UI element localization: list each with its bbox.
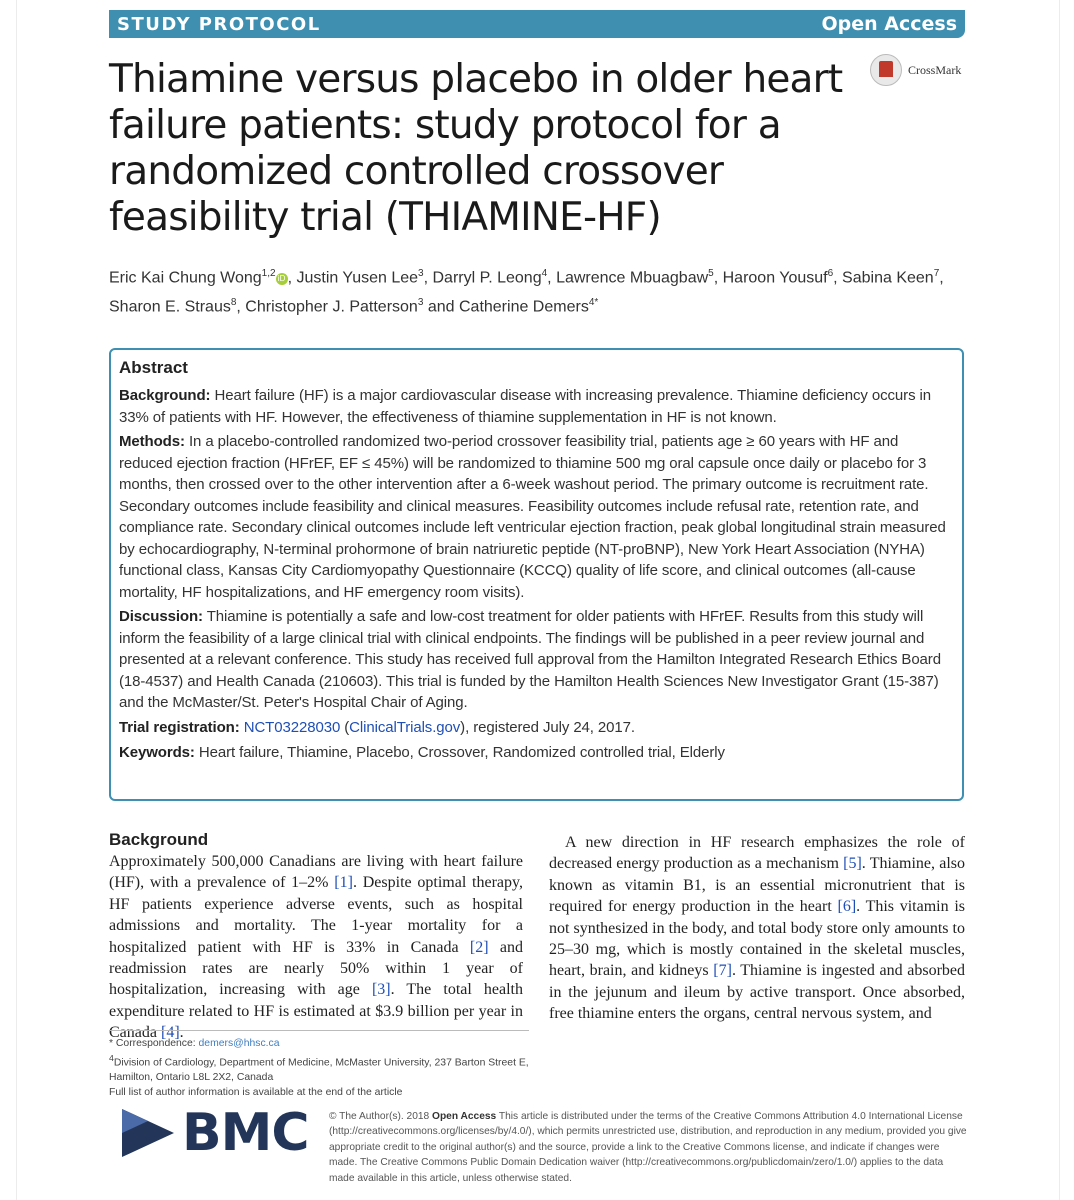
abstract-box <box>109 348 964 801</box>
open-access-label: Open Access <box>821 13 957 35</box>
author-name[interactable]: Justin Yusen Lee <box>296 269 419 287</box>
trial-site-link[interactable]: ClinicalTrials.gov <box>349 718 461 736</box>
text-span: and readmission rates are nearly 50% within 1 year of hospitalization, increasing with age <box>109 938 524 999</box>
crossmark-label: CrossMark <box>908 62 962 77</box>
author-name[interactable]: Sabina Keen <box>842 269 934 287</box>
author-name[interactable]: Lawrence Mbuagbaw <box>556 269 709 287</box>
orcid-icon[interactable]: iD <box>276 273 288 285</box>
author-affiliation-sup: 5 <box>708 268 714 279</box>
author-affiliation-sup: 3 <box>417 297 424 309</box>
author-separator: , <box>236 298 246 316</box>
author-affiliation-sup: 8 <box>230 297 237 309</box>
abstract-background-text: Heart failure (HF) is a major cardiovascular disease with increasing prevalence. Thiamine deficiency occurs in 33% of patients with HF. However, the effectiveness of thiamine supplementation in HF is not known. <box>119 387 932 426</box>
correspondence-label: * Correspondence: <box>109 1038 199 1049</box>
section-heading-background: Background <box>109 830 209 849</box>
article-type-banner <box>109 10 965 38</box>
abstract-background <box>119 385 954 428</box>
author-name[interactable]: Eric Kai Chung Wong <box>109 269 262 287</box>
author-name[interactable]: Sharon E. Straus <box>109 298 231 316</box>
crossmark-icon <box>870 54 902 86</box>
citation-link[interactable]: [2] <box>469 938 489 956</box>
author-affiliation-sup: 4 <box>541 268 548 279</box>
author-separator: , <box>287 269 297 287</box>
article-type-label: STUDY PROTOCOL <box>117 13 321 35</box>
author-separator: , <box>423 269 433 287</box>
text-span: . This vitamin is not synthesized in the body, and total body store only amounts to 25–30 mg, which is mostly contained in the skeletal muscles, heart, brain, and kidneys <box>549 898 965 980</box>
author-name[interactable]: Haroon Yousuf <box>722 269 828 287</box>
author-separator: and <box>423 298 459 316</box>
copyright-text: © The Author(s). 2018 <box>329 1111 433 1122</box>
publisher-logo[interactable] <box>118 1103 309 1163</box>
trial-registration-label: Trial registration: <box>119 718 240 736</box>
author-affiliation-sup: 7 <box>933 268 940 279</box>
abstract-trial-registration <box>119 717 954 739</box>
trial-open-paren: ( <box>340 718 350 736</box>
correspondence <box>109 1036 529 1051</box>
article-title: Thiamine versus placebo in older heart failure patients: study protocol for a randomized controlled crossover feasibility trial (THIAMINE-HF) <box>109 57 843 240</box>
citation-link[interactable]: [1] <box>334 874 353 892</box>
author-separator: , <box>547 269 557 287</box>
abstract-discussion-text: Thiamine is potentially a safe and low-cost treatment for older patients with HFrEF. Results from this study will inform the feasibility of a large clinical trial with clinical endpoints. The findings will be published in a peer review journal and presented at a relevant conference. This study has received full approval from the Hamilton Integrated Research Ethics Board (18-4537) and Health Canada (210603). This trial is funded by the Hamilton Health Sciences New Investigator Grant (15-387) and the McMaster/St. Peter's Hospital Chair of Aging. <box>119 608 941 711</box>
author-affiliation-sup: 1,2 <box>261 268 276 279</box>
footnote <box>109 1030 529 1100</box>
affiliation-text: Division of Cardiology, Department of Medicine, McMaster University, 237 Barton Street E, Hamilton, Ontario L8L 2X2, Canada <box>109 1057 529 1084</box>
text-span: A new direction in HF research emphasizes the role of decreased energy production as a mechanism <box>549 834 965 873</box>
author-list <box>109 261 969 320</box>
author-separator: , <box>833 269 843 287</box>
author-name[interactable]: Darryl P. Leong <box>432 269 542 287</box>
author-name[interactable]: Catherine Demers <box>458 298 589 316</box>
author-affiliation-sup: 3 <box>418 268 424 279</box>
license-text: This article is distributed under the terms of the Creative Commons Attribution 4.0 International License (http://creativecommons.org/licenses/by/4.0/), which permits unrestricted use, distribution, and reproduction in any medium, provided you give appropriate credit to the original author(s) and the source, provide a link to the Creative Commons license, and indicate if changes were made. The Creative Commons Public Domain Dedication waiver (http://creativecommons.org/publicdomain/zero/1.0/) applies to the data made available in this article, unless otherwise stated. <box>329 1111 967 1184</box>
abstract-methods-text: In a placebo-controlled randomized two-period crossover feasibility trial, patients age ≥ 60 years with HF and reduced ejection fraction (HFrEF, EF ≤ 45%) will be randomized to thiamine 500 mg oral capsule once daily or placebo for 3 months, then crossed over to the other intervention after a 6-week washout period. The primary outcome is recruitment rate. Secondary outcomes include feasibility and clinical measures. Feasibility outcomes include refusal rate, retention rate, and compliance rate. Secondary clinical outcomes include left ventricular ejection fraction, peak global longitudinal strain measured by echocardiography, N-terminal prohormone of brain natriuretic peptide (NT-proBNP), New York Heart Association (NYHA) functional class, Kansas City Cardiomyopathy Questionnaire (KCCQ) quality of life score, and clinical outcomes (all-cause mortality, HF hospitalizations, and HF emergency room visits). <box>119 433 946 601</box>
license-open-access: Open Access <box>432 1111 497 1122</box>
affiliation-sup: 4 <box>109 1053 114 1063</box>
text-span: Approximately 500,000 Canadians are living with heart failure (HF), with a prevalence of 1–2% <box>109 853 523 892</box>
body-paragraph-1 <box>109 851 523 1044</box>
keywords-label: Keywords: <box>119 744 195 761</box>
citation-link[interactable]: [4] <box>160 1024 180 1042</box>
author-affiliation-sup: 6 <box>827 268 834 279</box>
text-span: . Thiamine is ingested and absorbed in the jejunum and ileum by active transport. Once absorbed, free thiamine enters the organs, central nervous system, and <box>549 962 965 1023</box>
citation-link[interactable]: [6] <box>837 898 857 916</box>
abstract-discussion-label: Discussion: <box>119 608 203 625</box>
abstract-keywords <box>119 742 954 764</box>
author-affiliation-sup: 4* <box>588 297 599 309</box>
correspondence-email-link[interactable]: demers@hhsc.ca <box>198 1038 280 1049</box>
body-column-right <box>549 832 965 1025</box>
body-column-left <box>109 829 523 1044</box>
abstract-methods-label: Methods: <box>119 433 185 450</box>
license-statement <box>329 1109 969 1186</box>
trial-registration-date: ), registered July 24, 2017. <box>460 718 635 736</box>
body-paragraph-2 <box>549 832 965 1025</box>
text-span: . The total health expenditure related to HF is estimated at $3.9 billion per year in Canada <box>109 981 523 1042</box>
citation-link[interactable]: [3] <box>371 981 391 999</box>
citation-link[interactable]: [7] <box>713 962 732 980</box>
full-author-info: Full list of author information is available at the end of the article <box>109 1087 403 1099</box>
text-span: . Despite optimal therapy, HF patients experience adverse events, such as hospital admissions and mortality. The 1-year mortality for a hospitalized patient with HF is 33% in Canada <box>109 874 523 956</box>
text-span: . Thiamine, also known as vitamin B1, is an essential micronutrient that is required for energy production in the heart <box>549 855 965 916</box>
bmc-logo-text: BMC <box>182 1103 309 1163</box>
abstract-background-label: Background: <box>119 387 211 404</box>
bmc-logo-icon <box>118 1105 178 1161</box>
citation-link[interactable]: [5] <box>843 855 862 873</box>
abstract-discussion <box>119 606 954 714</box>
affiliation <box>109 1051 529 1085</box>
text-span: . <box>179 1024 184 1042</box>
abstract-methods <box>119 431 954 603</box>
trial-id-link[interactable]: NCT03228030 <box>243 718 341 736</box>
author-name[interactable]: Christopher J. Patterson <box>245 298 418 316</box>
crossmark-badge[interactable] <box>870 54 961 86</box>
keywords-text: Heart failure, Thiamine, Placebo, Crossover, Randomized controlled trial, Elderly <box>198 744 725 761</box>
author-separator: , <box>713 269 723 287</box>
abstract-heading: Abstract <box>119 358 188 377</box>
author-separator: , <box>939 269 944 287</box>
